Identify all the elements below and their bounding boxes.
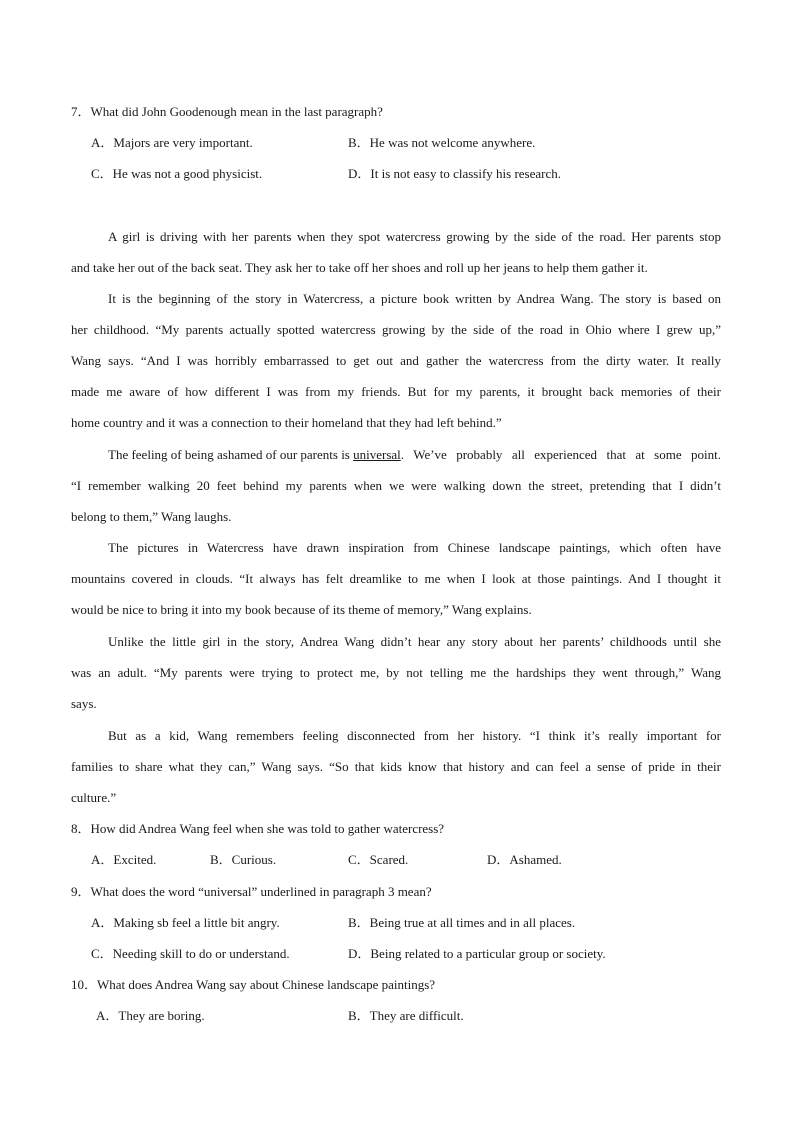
- q8-option-c[interactable]: C．Scared.: [348, 852, 409, 867]
- q7-stem: 7．What did John Goodenough mean in the last paragraph?: [71, 104, 383, 119]
- p1-line-2: and take her out of the back seat. They ask her to take off her shoes and roll up her jeans to help them gather it.: [71, 260, 648, 275]
- p5-line-1: Unlike the little girl in the story, Andrea Wang didn’t hear any story about her parents’ childhoods until she: [108, 634, 721, 649]
- q9-stem: 9．What does the word “universal” underlined in paragraph 3 mean?: [71, 884, 432, 899]
- q7-option-b[interactable]: B．He was not welcome anywhere.: [348, 135, 536, 150]
- p2-line-2: her childhood. “My parents actually spotted watercress growing by the side of the road in Ohio where I grew up,”: [71, 322, 721, 337]
- q8-option-a[interactable]: A．Excited.: [91, 852, 157, 867]
- p2-line-3: Wang says. “And I was horribly embarrassed to get out and gather the watercress from the dirty water. It really: [71, 353, 721, 368]
- p2-line-1: It is the beginning of the story in Watercress, a picture book written by Andrea Wang. The story is based on: [108, 291, 721, 306]
- q9-option-d[interactable]: D．Being related to a particular group or society.: [348, 946, 606, 961]
- p4-line-1: The pictures in Watercress have drawn inspiration from Chinese landscape paintings, which often have: [108, 540, 721, 555]
- q9-option-a[interactable]: A．Making sb feel a little bit angry.: [91, 915, 280, 930]
- q10-option-a[interactable]: A．They are boring.: [96, 1008, 205, 1023]
- p4-line-3: would be nice to bring it into my book because of its theme of memory,” Wang explains.: [71, 602, 532, 617]
- p2-line-4: made me aware of how different I was from my friends. But for my parents, it brought back memories of their: [71, 384, 721, 399]
- q10-option-b[interactable]: B．They are difficult.: [348, 1008, 464, 1023]
- p5-line-3: says.: [71, 696, 97, 711]
- q8-option-b[interactable]: B．Curious.: [210, 852, 277, 867]
- p3-text-after: . We’ve probably all experienced that at some point.: [400, 447, 721, 462]
- p2-line-5: home country and it was a connection to their homeland that they had left behind.”: [71, 415, 502, 430]
- underlined-word-universal: universal: [353, 447, 401, 462]
- p3-line-1: [108, 447, 721, 463]
- p6-line-1: But as a kid, Wang remembers feeling disconnected from her history. “I think it’s really important for: [108, 728, 721, 743]
- q7-option-a[interactable]: A．Majors are very important.: [91, 135, 253, 150]
- p1-line-1: A girl is driving with her parents when they spot watercress growing by the side of the road. Her parents stop: [108, 229, 721, 244]
- p3-line-2: “I remember walking 20 feet behind my parents when we were walking down the street, pretending that I didn’t: [71, 478, 721, 493]
- p6-line-3: culture.”: [71, 790, 117, 805]
- q8-stem: 8．How did Andrea Wang feel when she was told to gather watercress?: [71, 821, 445, 836]
- q7-option-d[interactable]: D．It is not easy to classify his research.: [348, 166, 562, 181]
- p4-line-2: mountains covered in clouds. “It always has felt dreamlike to me when I look at those paintings. And I thought it: [71, 571, 721, 586]
- q7-option-c[interactable]: C．He was not a good physicist.: [91, 166, 263, 181]
- p6-line-2: families to share what they can,” Wang says. “So that kids know that history and can feel a sense of pride in their: [71, 759, 721, 774]
- q9-option-b[interactable]: B．Being true at all times and in all places.: [348, 915, 576, 930]
- p3-text-before: The feeling of being ashamed of our parents is: [108, 447, 354, 462]
- p5-line-2: was an adult. “My parents were trying to protect me, by not telling me the hardships they went through,” Wang: [71, 665, 721, 680]
- q9-option-c[interactable]: C．Needing skill to do or understand.: [91, 946, 290, 961]
- p3-line-3: belong to them,” Wang laughs.: [71, 509, 232, 524]
- q10-stem: 10．What does Andrea Wang say about Chinese landscape paintings?: [71, 977, 436, 992]
- q8-option-d[interactable]: D．Ashamed.: [487, 852, 562, 867]
